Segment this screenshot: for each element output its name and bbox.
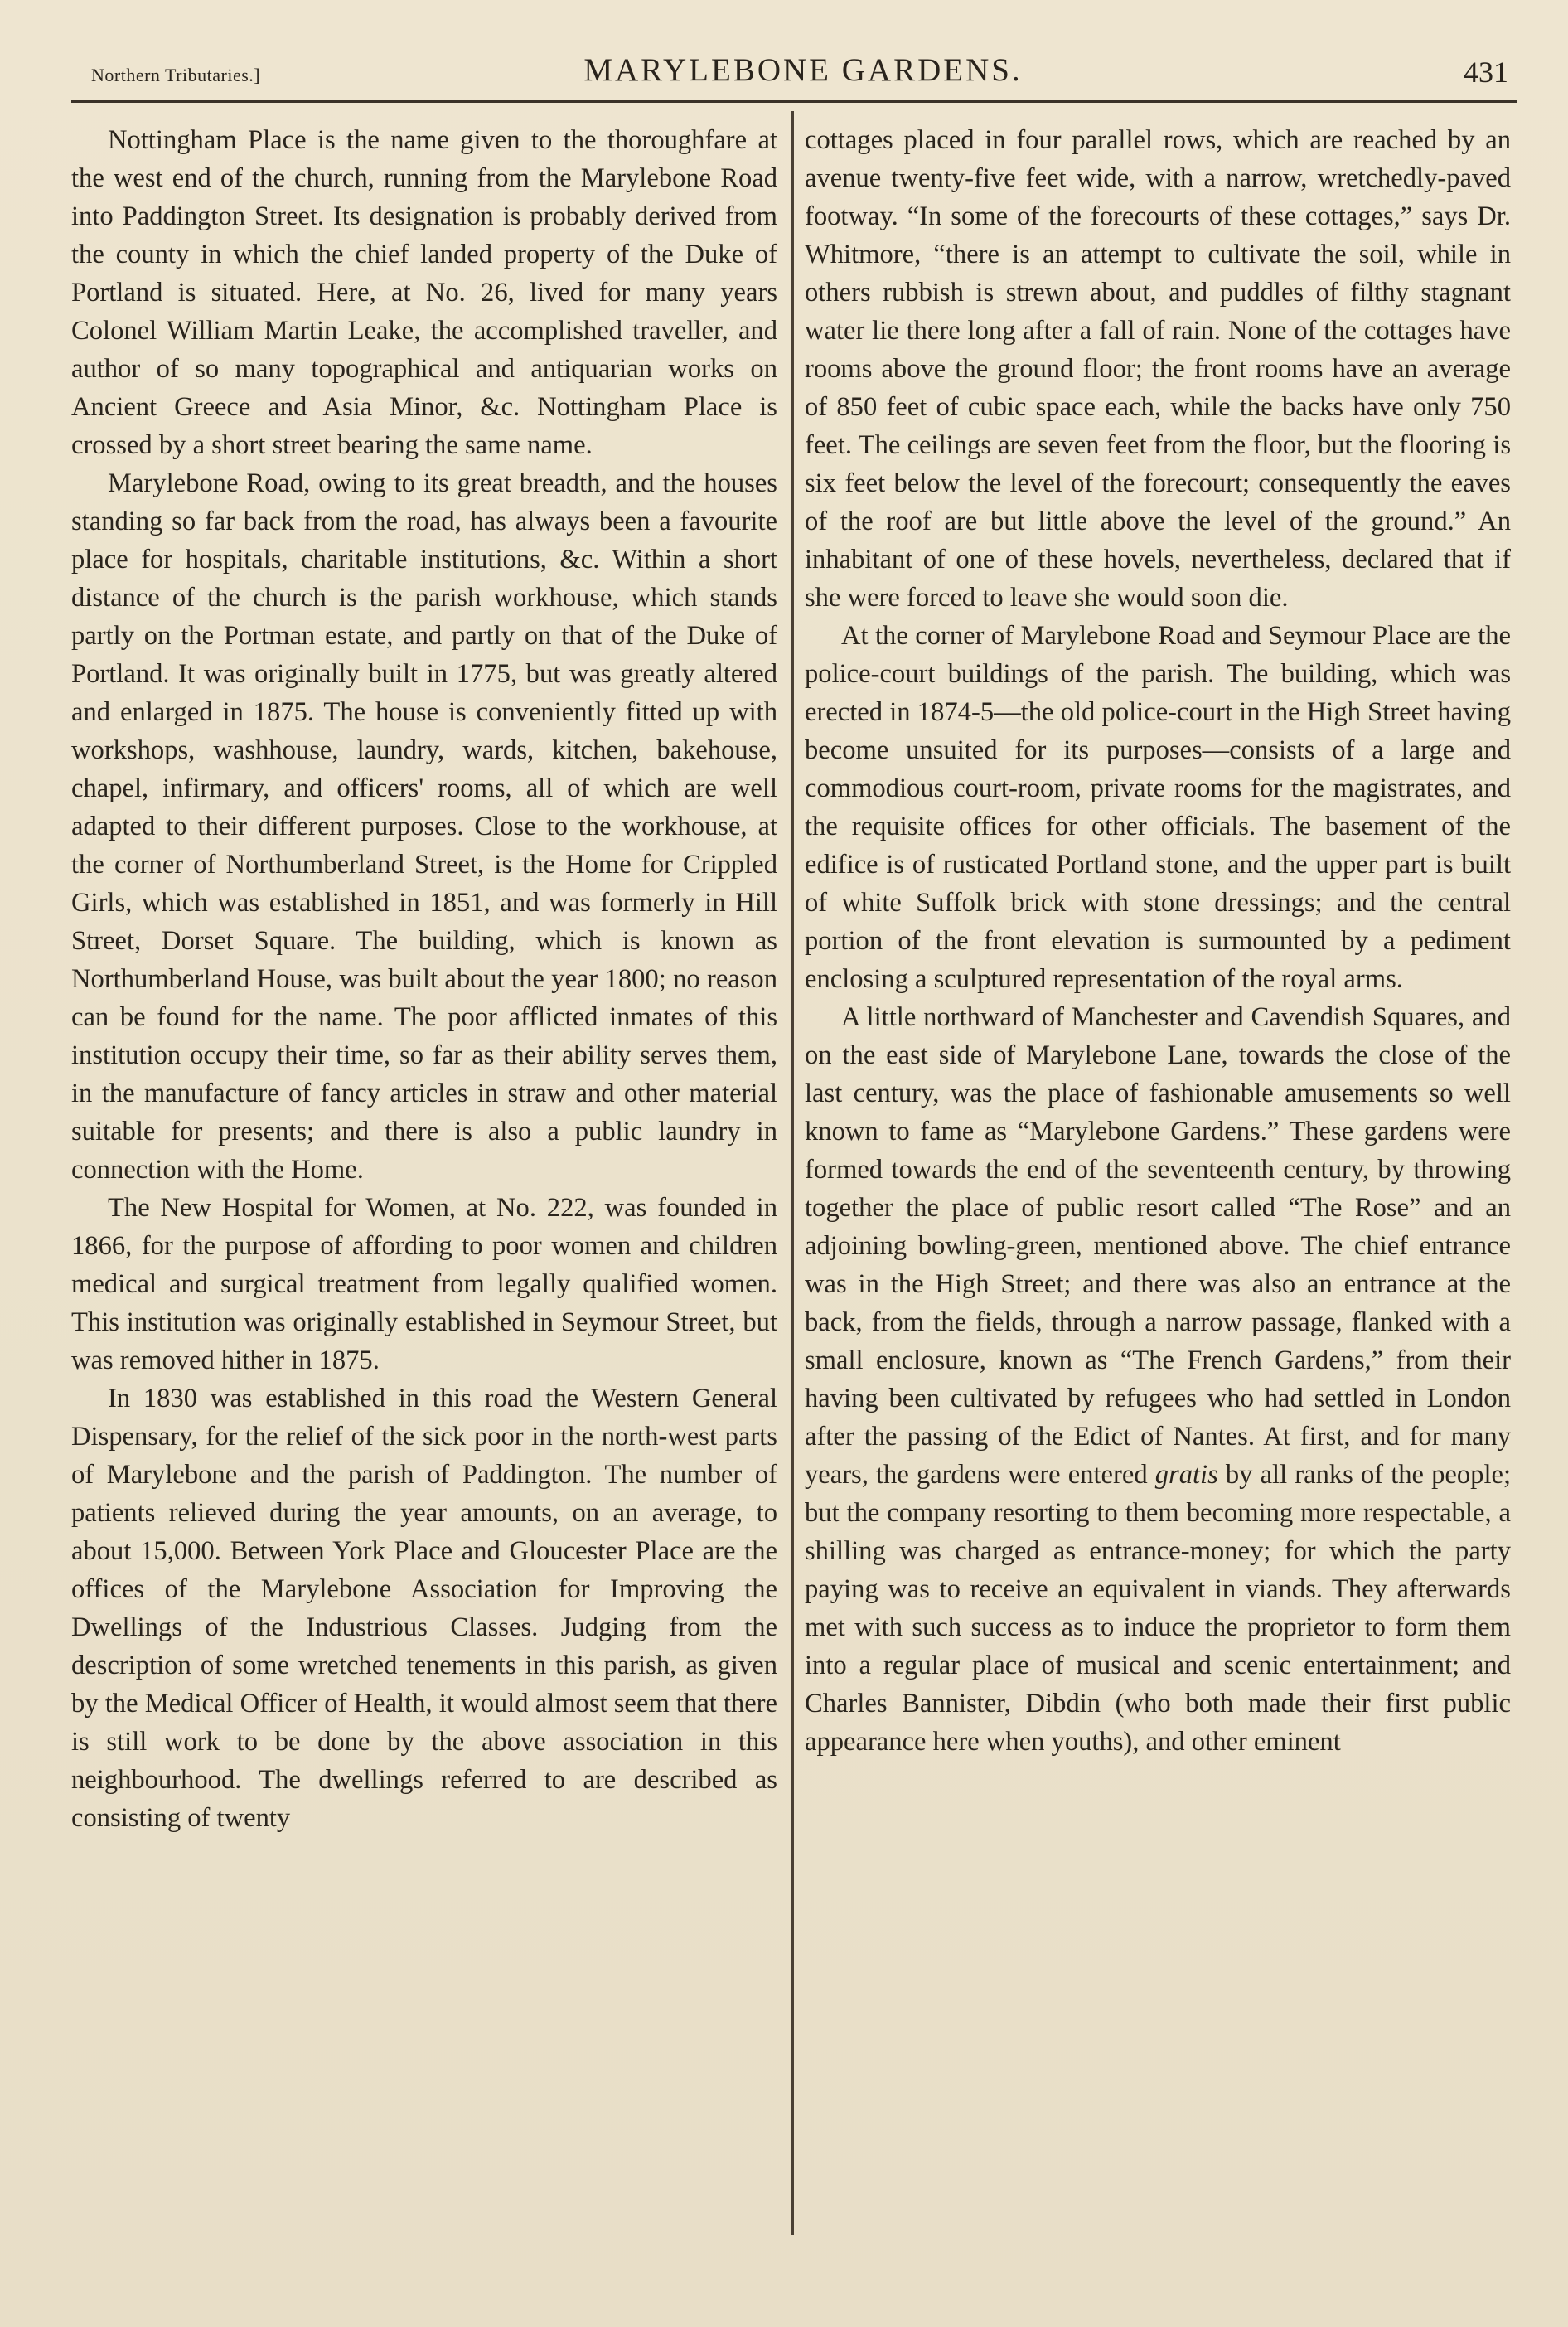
running-header	[91, 48, 1515, 98]
paragraph-nottingham-place: Nottingham Place is the name given to the thoroughfare at the west end of the church, running from the Marylebone Road into Paddington Street. Its designation is probably derived from the county in which the chief landed property of the Duke of Portland is situated. Here, at No. 26, lived for many years Colonel William Martin Leake, the accomplished traveller, and author of so many topographical and antiquarian works on Ancient Greece and Asia Minor, &c. Nottingham Place is crossed by a short street bearing the same name.	[71, 125, 777, 460]
left-column	[71, 121, 777, 1837]
paragraph-hospital-for-women: The New Hospital for Women, at No. 222, was founded in 1866, for the purpose of affording to poor women and children medical and surgical treatment from legally qualified women. This institution was originally established in Seymour Street, but was removed hither in 1875.	[71, 1193, 777, 1375]
page-title: MARYLEBONE GARDENS.	[583, 52, 1023, 88]
paragraph-police-court: At the corner of Marylebone Road and Seymour Place are the police-court buildings of the parish. The building, which was erected in 1874-5—the old police-court in the High Street having become unsuited for its purposes—consists of a large and commodious court-room, private rooms for the magistrates, and the requisite offices for other officials. The basement of the edifice is of rusticated Portland stone, and the upper part is built of white Suffolk brick with stone dressings; and the central portion of the front elevation is surmounted by a pediment enclosing a sculptured representation of the royal arms.	[805, 621, 1511, 994]
header-rule	[71, 100, 1517, 103]
paragraph-marylebone-road: Marylebone Road, owing to its great breadth, and the houses standing so far back from the road, has always been a favourite place for hospitals, charitable institutions, &c. Within a short distance of the church is the parish workhouse, which stands partly on the Portman estate, and partly on that of the Duke of Portland. It was originally built in 1775, but was greatly altered and enlarged in 1875. The house is conveniently fitted up with workshops, washhouse, laundry, wards, kitchen, bakehouse, chapel, infirmary, and officers' rooms, all of which are well adapted to their different purposes. Close to the workhouse, at the corner of Northumberland Street, is the Home for Crippled Girls, which was established in 1851, and was formerly in Hill Street, Dorset Square. The building, which is known as Northumberland House, was built about the year 1800; no reason can be found for the name. The poor afflicted inmates of this institution occupy their time, so far as their ability serves them, in the manufacture of fancy articles in straw and other material suitable for presents; and there is also a public laundry in connection with the Home.	[71, 468, 777, 1185]
right-column	[805, 121, 1511, 1761]
gratis-italic: gratis	[1154, 1460, 1218, 1490]
paragraph-western-dispensary: In 1830 was established in this road the Western General Dispensary, for the relief of the sick poor in the north-west parts of Marylebone and the parish of Paddington. The number of patients relieved during the year amounts, on an average, to about 15,000. Between York Place and Gloucester Place are the offices of the Marylebone Association for Improving the Dwellings of the Industrious Classes. Judging from the description of some wretched tenements in this parish, as given by the Medical Officer of Health, it would almost seem that there is still work to be done by the above association in this neighbourhood. The dwellings referred to are described as consisting of twenty	[71, 1384, 777, 1833]
paragraph-cottages-continued: cottages placed in four parallel rows, which are reached by an avenue twenty-five feet wide, with a narrow, wretchedly-paved footway. “In some of the forecourts of these cottages,” says Dr. Whitmore, “there is an attempt to cultivate the soil, while in others rubbish is strewn about, and puddles of filthy stagnant water lie there long after a fall of rain. None of the cottages have rooms above the ground floor; the front rooms have an average of 850 feet of cubic space each, while the backs have only 750 feet. The ceilings are seven feet from the floor, but the flooring is six feet below the level of the forecourt; consequently the eaves of the roof are but little above the level of the ground.” An inhabitant of one of these hovels, nevertheless, declared that if she were forced to leave she would soon die.	[805, 125, 1511, 613]
page-number: 431	[1464, 56, 1508, 89]
section-title: Northern Tributaries.]	[91, 65, 261, 85]
paragraph-marylebone-gardens	[805, 998, 1511, 1761]
column-divider	[791, 111, 794, 2235]
gardens-text-after: by all ranks of the people; but the company resorting to them becoming more respectable, a shilling was charged as entrance-money; for which the party paying was to receive an equivalent in viands. They afterwards met with such success as to induce the proprietor to form them into a regular place of musical and scenic entertainment; and Charles Bannister, Dibdin (who both made their first public appearance here when youths), and other eminent	[805, 1460, 1512, 1757]
gardens-text-before: A little northward of Manchester and Cavendish Squares, and on the east side of Marylebone Lane, towards the close of the last century, was the place of fashionable amusements so well known to fame as “Marylebone Gardens.” These gardens were formed towards the end of the seventeenth century, by throwing together the place of public resort called “The Rose” and an adjoining bowling-green, mentioned above. The chief entrance was in the High Street; and there was also an entrance at the back, from the fields, through a narrow passage, flanked with a small enclosure, known as “The French Gardens,” from their having been cultivated by refugees who had settled in London after the passing of the Edict of Nantes. At first, and for many years, the gardens were entered	[805, 1002, 1511, 1490]
